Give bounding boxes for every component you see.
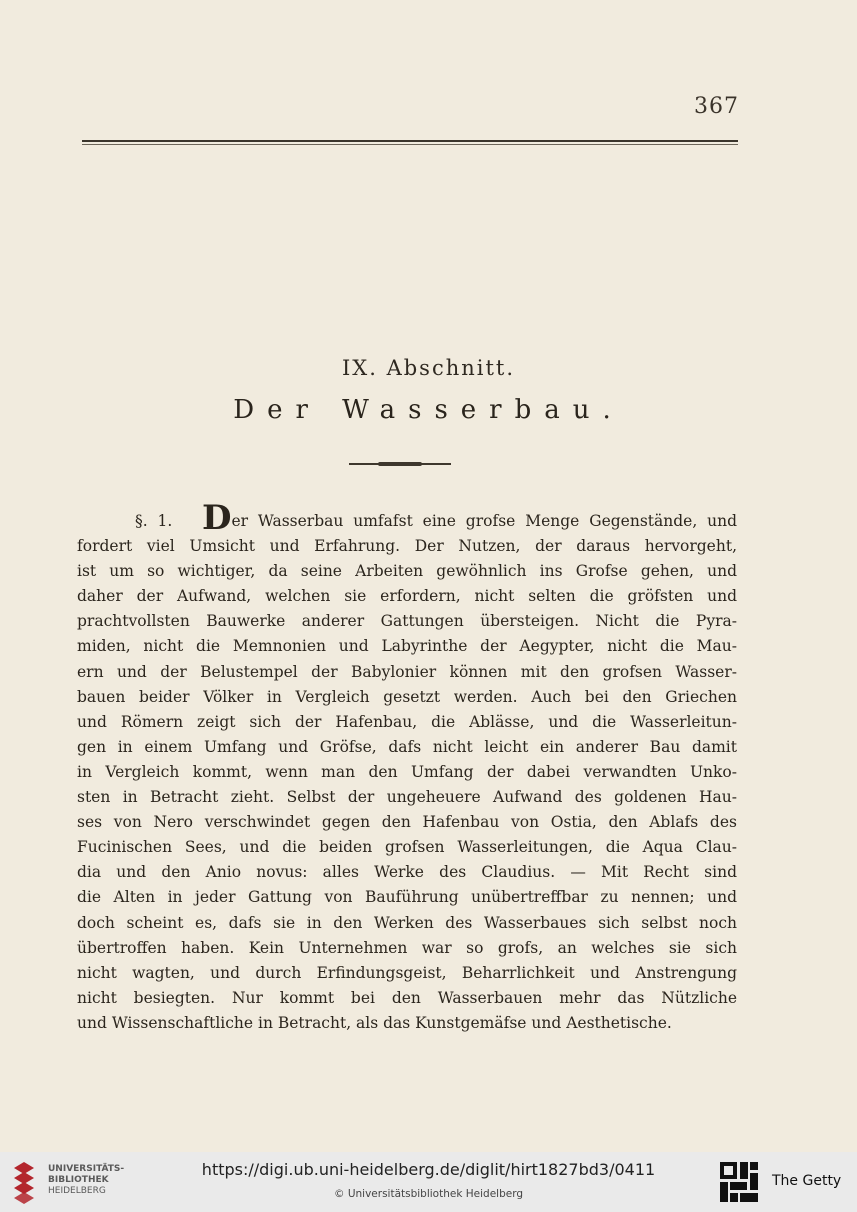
library-name-line: UNIVERSITÄTS- — [48, 1164, 125, 1174]
text-line: die Alten in jeder Gattung von Bauführung unübertreffbar zu nennen; und — [77, 888, 737, 907]
text-line: nicht wagten, und durch Erfindungsgeist, Beharrlichkeit und Anstrengung — [77, 963, 737, 982]
section-heading: IX. Abschnitt. — [341, 356, 516, 380]
text-line: übertroffen haben. Kein Unternehmen war so grofs, an welches sie sich — [77, 938, 737, 957]
text-line: prachtvollsten Bauwerke anderer Gattungen übersteigen. Nicht die Pyra- — [77, 612, 737, 631]
ornament-center — [378, 462, 422, 466]
text-line: bauen beider Völker in Vergleich gesetzt werden. Auch bei den Griechen — [77, 687, 737, 706]
library-name-line: HEIDELBERG — [48, 1186, 106, 1196]
header-rule-thin — [82, 144, 738, 145]
text-line: ern und der Belustempel der Babylonier können mit den grofsen Wasser- — [77, 662, 737, 681]
page-number: 367 — [694, 94, 739, 119]
text-line: in Vergleich kommt, wenn man den Umfang der dabei verwandten Unko- — [77, 762, 737, 781]
library-name-line: BIBLIOTHEK — [48, 1175, 109, 1185]
text-line — [77, 498, 738, 538]
permalink-url[interactable]: https://digi.ub.uni-heidelberg.de/diglit/hirt1827bd3/0411 — [201, 1160, 656, 1179]
text-line: doch scheint es, dafs sie in den Werken des Wasserbaues sich selbst noch — [77, 913, 737, 932]
text-line: dia und den Anio novus: alles Werke des Claudius. — Mit Recht sind — [77, 863, 737, 882]
drop-initial: D — [201, 498, 232, 538]
text-line: fordert viel Umsicht und Erfahrung. Der Nutzen, der daraus hervorgeht, — [77, 537, 737, 556]
text-line: Fucinischen Sees, und die beiden grofsen Wasserleitungen, die Aqua Clau- — [77, 838, 737, 857]
chapter-title: Der Wasserbau. — [233, 395, 624, 425]
text-line: miden, nicht die Memnonien und Labyrinthe der Aegypter, nicht die Mau- — [77, 637, 737, 656]
body-paragraph — [77, 498, 738, 1036]
text-line: ses von Nero verschwindet gegen den Hafenbau von Ostia, den Ablafs des — [77, 813, 737, 832]
copyright-notice: © Universitätsbibliothek Heidelberg — [333, 1188, 523, 1200]
partner-name[interactable]: The Getty — [772, 1173, 842, 1189]
getty-logo-icon[interactable] — [720, 1162, 758, 1202]
viewer-footer — [0, 1152, 857, 1212]
text-line: und Römern zeigt sich der Hafenbau, die Ablässe, und die Wasserleitun- — [77, 712, 737, 731]
text-line: und Wissenschaftliche in Betracht, als das Kunstgemäfse und Aesthetische. — [77, 1013, 672, 1032]
text-line: gen in einem Umfang und Gröfse, dafs nicht leicht ein anderer Bau damit — [77, 737, 737, 756]
header-rule — [82, 140, 738, 142]
paragraph-marker: §. 1. — [135, 512, 173, 530]
text-line: ist um so wichtiger, da seine Arbeiten gewöhnlich ins Grofse gehen, und — [77, 562, 737, 581]
text-line: nicht besiegten. Nur kommt bei den Wasserbauen mehr das Nützliche — [77, 988, 737, 1007]
text-line: daher der Aufwand, welchen sie erfordern, nicht selten die gröfsten und — [77, 587, 737, 606]
text-line: sten in Betracht zieht. Selbst der ungeheuere Aufwand des goldenen Hau- — [77, 788, 737, 807]
line-text: er Wasserbau umfafst eine grofse Menge Gegenstände, und — [231, 512, 738, 530]
